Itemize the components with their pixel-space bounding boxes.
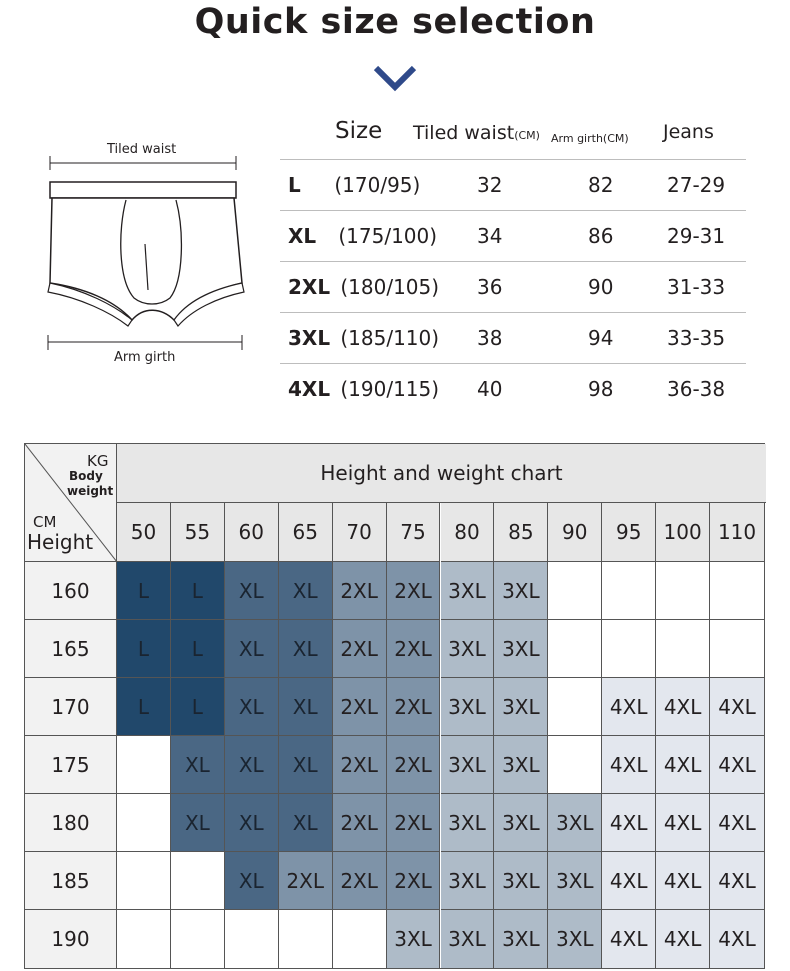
- size-grid-cell: [171, 910, 225, 968]
- size-grid-cell: 3XL: [548, 910, 602, 968]
- arm-value: 98: [588, 377, 614, 401]
- size-cell: [288, 211, 437, 262]
- arm-value: 86: [588, 224, 614, 248]
- chart-title: Height and weight chart: [117, 444, 766, 503]
- size-cell: [288, 313, 439, 364]
- size-grid-cell: 3XL: [494, 620, 548, 678]
- size-grid-cell: XL: [225, 562, 279, 620]
- size-grid-cell: 4XL: [656, 794, 710, 852]
- weight-header: 100: [656, 503, 710, 562]
- size-row: [280, 262, 746, 313]
- size-grid-cell: 4XL: [602, 910, 656, 968]
- corner-body: Body: [69, 469, 103, 483]
- corner-cm: CM: [33, 513, 57, 531]
- size-grid-cell: 2XL: [387, 562, 441, 620]
- size-grid-cell: 4XL: [710, 852, 764, 910]
- size-grid-cell: [656, 620, 710, 678]
- arm-value: 82: [588, 173, 614, 197]
- size-grid-cell: XL: [225, 794, 279, 852]
- size-grid-cell: 3XL: [441, 562, 495, 620]
- size-grid-cell: 2XL: [387, 794, 441, 852]
- header-size: Size: [335, 118, 383, 144]
- size-grid-cell: 2XL: [333, 678, 387, 736]
- size-cell: [288, 364, 439, 415]
- weight-header: 80: [441, 503, 495, 562]
- briefs-illustration: [44, 140, 249, 370]
- size-grid-cell: 2XL: [333, 736, 387, 794]
- size-grid-cell: 2XL: [387, 852, 441, 910]
- header-waist: [413, 122, 540, 144]
- size-grid-cell: XL: [279, 620, 333, 678]
- size-grid-cell: 4XL: [710, 678, 764, 736]
- size-grid-cell: [225, 910, 279, 968]
- weight-header: 55: [171, 503, 225, 562]
- size-grid-cell: 4XL: [656, 852, 710, 910]
- size-grid-cell: 2XL: [387, 620, 441, 678]
- size-grid-cell: 2XL: [387, 678, 441, 736]
- size-grid-cell: [279, 910, 333, 968]
- header-arm: [551, 127, 629, 146]
- arm-value: 90: [588, 275, 614, 299]
- size-grid-cell: [710, 620, 764, 678]
- jeans-value: 33-35: [667, 326, 726, 350]
- waist-value: 36: [477, 275, 503, 299]
- corner-height: Height: [27, 530, 94, 554]
- weight-header: 95: [602, 503, 656, 562]
- waist-value: 38: [477, 326, 503, 350]
- size-grid-cell: 3XL: [387, 910, 441, 968]
- size-grid-cell: L: [117, 620, 171, 678]
- height-header: 175: [25, 736, 117, 794]
- height-header: 160: [25, 562, 117, 620]
- size-grid-cell: 3XL: [441, 794, 495, 852]
- size-grid-cell: L: [117, 562, 171, 620]
- size-grid-cell: [117, 910, 171, 968]
- size-grid-cell: 4XL: [602, 794, 656, 852]
- size-code: 3XL: [288, 326, 331, 350]
- size-grid-cell: L: [171, 678, 225, 736]
- size-grid-cell: [656, 562, 710, 620]
- header-waist-label: Tiled waist: [413, 122, 515, 144]
- size-grid-cell: 3XL: [548, 794, 602, 852]
- size-row: [280, 160, 746, 211]
- size-grid-cell: [548, 678, 602, 736]
- jeans-value: 36-38: [667, 377, 726, 401]
- size-grid-cell: XL: [225, 620, 279, 678]
- height-weight-chart: [24, 443, 765, 969]
- size-grid-cell: L: [117, 678, 171, 736]
- size-height-weight: (170/95): [334, 173, 421, 197]
- height-header: 185: [25, 852, 117, 910]
- size-grid-cell: 3XL: [494, 736, 548, 794]
- size-grid-cell: 4XL: [602, 678, 656, 736]
- page-title: Quick size selection: [194, 2, 596, 42]
- size-grid-cell: 4XL: [710, 910, 764, 968]
- size-grid-cell: 4XL: [710, 794, 764, 852]
- size-grid-cell: XL: [225, 736, 279, 794]
- size-grid-cell: 3XL: [441, 736, 495, 794]
- size-grid-cell: [171, 852, 225, 910]
- jeans-value: 29-31: [667, 224, 726, 248]
- size-grid-cell: 4XL: [602, 736, 656, 794]
- size-height-weight: (180/105): [340, 275, 440, 299]
- size-grid-cell: [710, 562, 764, 620]
- weight-header: 70: [333, 503, 387, 562]
- size-grid-cell: 2XL: [387, 736, 441, 794]
- waist-value: 40: [477, 377, 503, 401]
- waist-value: 34: [477, 224, 503, 248]
- size-grid-cell: XL: [171, 794, 225, 852]
- size-grid-cell: [117, 794, 171, 852]
- size-height-weight: (190/115): [340, 377, 440, 401]
- size-grid-cell: [548, 620, 602, 678]
- size-grid-cell: 3XL: [548, 852, 602, 910]
- header-arm-unit: (CM): [602, 132, 629, 145]
- header-waist-unit: (CM): [514, 129, 540, 142]
- weight-header: 110: [710, 503, 764, 562]
- size-grid-cell: 4XL: [656, 736, 710, 794]
- size-row: [280, 313, 746, 364]
- weight-header: 60: [225, 503, 279, 562]
- size-grid-cell: 3XL: [494, 910, 548, 968]
- size-grid-cell: [333, 910, 387, 968]
- weight-header: 85: [494, 503, 548, 562]
- weight-header: 75: [387, 503, 441, 562]
- size-row: [280, 364, 746, 415]
- size-grid-cell: 3XL: [494, 562, 548, 620]
- size-grid-cell: XL: [279, 736, 333, 794]
- size-grid-cell: XL: [279, 678, 333, 736]
- jeans-value: 27-29: [667, 173, 726, 197]
- size-grid-cell: XL: [225, 852, 279, 910]
- size-code: L: [288, 173, 301, 197]
- size-grid-cell: [117, 736, 171, 794]
- size-cell: [288, 262, 439, 313]
- chart-corner: [25, 444, 117, 562]
- size-grid-cell: [548, 736, 602, 794]
- size-height-weight: (175/100): [338, 224, 438, 248]
- waist-value: 32: [477, 173, 503, 197]
- size-code: XL: [288, 224, 317, 248]
- size-grid-cell: 3XL: [441, 852, 495, 910]
- size-grid-cell: 2XL: [333, 794, 387, 852]
- height-header: 165: [25, 620, 117, 678]
- size-grid-cell: 3XL: [441, 620, 495, 678]
- size-grid-cell: 3XL: [494, 852, 548, 910]
- size-grid-cell: [117, 852, 171, 910]
- size-grid-cell: 4XL: [656, 678, 710, 736]
- size-grid-cell: XL: [279, 794, 333, 852]
- size-grid-cell: [548, 562, 602, 620]
- size-grid-cell: XL: [279, 562, 333, 620]
- tiled-waist-label: Tiled waist: [107, 142, 177, 157]
- height-header: 180: [25, 794, 117, 852]
- size-grid-cell: XL: [171, 736, 225, 794]
- size-grid-cell: 4XL: [656, 910, 710, 968]
- size-grid-cell: 3XL: [441, 678, 495, 736]
- weight-header: 90: [548, 503, 602, 562]
- chevron-down-icon: [373, 64, 417, 92]
- size-grid-cell: 2XL: [333, 562, 387, 620]
- corner-weight: weight: [67, 484, 114, 498]
- size-height-weight: (185/110): [340, 326, 440, 350]
- jeans-value: 31-33: [667, 275, 726, 299]
- size-grid-cell: 4XL: [602, 852, 656, 910]
- size-grid-cell: 2XL: [333, 852, 387, 910]
- size-cell: [288, 160, 420, 211]
- size-grid-cell: L: [171, 620, 225, 678]
- size-grid-cell: 3XL: [494, 794, 548, 852]
- arm-girth-label: Arm girth: [114, 350, 176, 365]
- size-code: 2XL: [288, 275, 331, 299]
- corner-kg: KG: [87, 452, 109, 470]
- weight-header: 65: [279, 503, 333, 562]
- size-grid-cell: 2XL: [333, 620, 387, 678]
- size-grid-cell: XL: [225, 678, 279, 736]
- weight-header: 50: [117, 503, 171, 562]
- height-header: 170: [25, 678, 117, 736]
- header-arm-label: Arm girth: [551, 132, 603, 145]
- size-grid-cell: 4XL: [710, 736, 764, 794]
- size-grid-cell: 3XL: [441, 910, 495, 968]
- arm-value: 94: [588, 326, 614, 350]
- briefs-drawing: [44, 140, 249, 370]
- size-grid-cell: 3XL: [494, 678, 548, 736]
- size-grid-cell: [602, 620, 656, 678]
- size-grid-cell: L: [171, 562, 225, 620]
- size-grid-cell: 2XL: [279, 852, 333, 910]
- size-grid-cell: [602, 562, 656, 620]
- size-row: [280, 211, 746, 262]
- header-jeans: Jeans: [663, 121, 714, 143]
- height-header: 190: [25, 910, 117, 968]
- size-code: 4XL: [288, 377, 331, 401]
